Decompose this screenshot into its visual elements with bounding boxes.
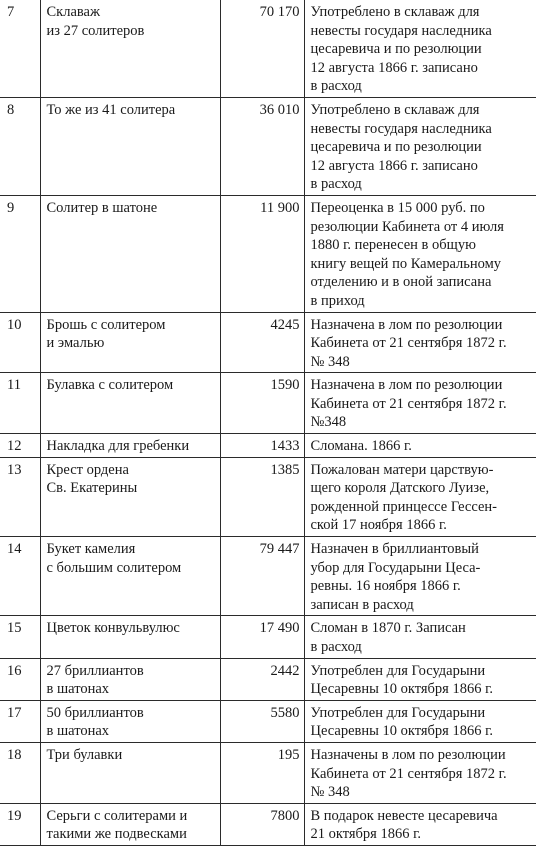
item-value: 5580 [220, 700, 304, 742]
disposition-note-line: Кабинета от 21 сентября 1872 г. [310, 765, 507, 782]
disposition-note [304, 742, 536, 803]
disposition-note-line: Употреблен для Государыни [310, 704, 486, 721]
item-description-line: с большим солитером [46, 559, 182, 576]
disposition-note [304, 457, 536, 536]
disposition-note-line: ской 17 ноября 1866 г. [310, 517, 447, 534]
disposition-note-line: цесаревича и по резолюции [310, 139, 482, 156]
item-value: 1385 [220, 457, 304, 536]
table-row [0, 373, 536, 434]
disposition-note-line: рожденной принцессе Гессен- [310, 498, 497, 515]
disposition-note-line: убор для Государыни Цеса- [310, 559, 481, 576]
disposition-note-line: 21 октября 1866 г. [310, 826, 422, 843]
disposition-note [304, 537, 536, 616]
item-description-line: 27 бриллиантов [46, 662, 144, 679]
row-number: 8 [0, 97, 40, 195]
item-value: 195 [220, 742, 304, 803]
disposition-note [304, 195, 536, 312]
disposition-note-line: невесты государя наследника [310, 120, 492, 137]
item-description [40, 0, 220, 97]
row-number: 12 [0, 434, 40, 458]
disposition-note-line: в расход [310, 176, 362, 193]
item-description-line: 50 бриллиантов [46, 704, 144, 721]
disposition-note-line: Назначен в бриллиантовый [310, 541, 479, 558]
disposition-note-line: Цесаревны 10 октября 1866 г. [310, 723, 494, 740]
row-number: 18 [0, 742, 40, 803]
item-value: 7800 [220, 803, 304, 845]
item-description [40, 658, 220, 700]
item-description-line: Серьги с солитерами и [46, 807, 188, 824]
disposition-note-line: записан в расход [310, 596, 414, 613]
disposition-note-line: Сломан в 1870 г. Записан [310, 620, 466, 637]
disposition-note-line: №348 [310, 414, 347, 431]
item-description-line: из 27 солитеров [46, 22, 145, 39]
table-row [0, 195, 536, 312]
item-description-line: Накладка для гребенки [46, 438, 190, 455]
item-description-line: такими же подвесками [46, 826, 187, 843]
table-row [0, 700, 536, 742]
disposition-note-line: Пожалован матери царствую- [310, 461, 494, 478]
row-number: 15 [0, 616, 40, 658]
table-row [0, 742, 536, 803]
item-description-line: Св. Екатерины [46, 480, 138, 497]
row-number: 14 [0, 537, 40, 616]
item-description [40, 312, 220, 373]
disposition-note-line: резолюции Кабинета от 4 июля [310, 218, 504, 235]
item-description [40, 616, 220, 658]
item-value: 11 900 [220, 195, 304, 312]
item-value: 1433 [220, 434, 304, 458]
row-number: 9 [0, 195, 40, 312]
item-value: 17 490 [220, 616, 304, 658]
disposition-note [304, 616, 536, 658]
item-value: 2442 [220, 658, 304, 700]
disposition-note [304, 434, 536, 458]
row-number: 7 [0, 0, 40, 97]
disposition-note-line: Назначены в лом по резолюции [310, 746, 506, 763]
table-row [0, 457, 536, 536]
item-description [40, 373, 220, 434]
item-value: 4245 [220, 312, 304, 373]
table-row [0, 434, 536, 458]
disposition-note-line: в расход [310, 78, 362, 95]
item-description-line: в шатонах [46, 723, 110, 740]
disposition-note-line: ревны. 16 ноября 1866 г. [310, 578, 461, 595]
table-row [0, 537, 536, 616]
disposition-note-line: цесаревича и по резолюции [310, 41, 482, 58]
disposition-note-line: Кабинета от 21 сентября 1872 г. [310, 395, 507, 412]
table-row [0, 312, 536, 373]
disposition-note-line: Назначена в лом по резолюции [310, 377, 503, 394]
disposition-note-line: 12 августа 1866 г. записано [310, 157, 478, 174]
disposition-note-line: в расход [310, 639, 362, 655]
disposition-note [304, 658, 536, 700]
item-description [40, 537, 220, 616]
row-number: 17 [0, 700, 40, 742]
row-number: 10 [0, 312, 40, 373]
row-number: 16 [0, 658, 40, 700]
item-description [40, 803, 220, 845]
disposition-note [304, 803, 536, 845]
disposition-note-line: Переоценка в 15 000 руб. по [310, 199, 485, 216]
disposition-note [304, 97, 536, 195]
disposition-note-line: № 348 [310, 784, 350, 801]
item-description-line: Солитер в шатоне [46, 199, 158, 216]
item-value: 70 170 [220, 0, 304, 97]
item-description-line: в шатонах [46, 681, 110, 698]
item-description-line: Цветок конвульвулюс [46, 620, 180, 637]
item-value: 79 447 [220, 537, 304, 616]
table-row [0, 658, 536, 700]
item-description-line: Булавка с солитером [46, 377, 174, 394]
row-number: 11 [0, 373, 40, 434]
item-description [40, 434, 220, 458]
disposition-note [304, 373, 536, 434]
disposition-note [304, 0, 536, 97]
disposition-note-line: № 348 [310, 353, 350, 370]
item-value: 1590 [220, 373, 304, 434]
row-number: 13 [0, 457, 40, 536]
disposition-note-line: В подарок невесте цесаревича [310, 807, 498, 824]
table-row [0, 0, 536, 97]
item-description-line: Крест ордена [46, 461, 129, 478]
disposition-note-line: Назначена в лом по резолюции [310, 316, 503, 333]
disposition-note-line: Употреблен для Государыни [310, 662, 486, 679]
row-number: 19 [0, 803, 40, 845]
item-description [40, 457, 220, 536]
disposition-note-line: в приход [310, 292, 365, 309]
disposition-note-line: книгу вещей по Камеральному [310, 255, 502, 272]
disposition-note-line: отделению и в оной записана [310, 274, 492, 291]
item-description-line: То же из 41 солитера [46, 101, 176, 118]
table-row [0, 616, 536, 658]
disposition-note-line: 1880 г. перенесен в общую [310, 237, 476, 254]
item-description-line: Брошь с солитером [46, 316, 166, 333]
item-description-line: Склаваж [46, 4, 100, 20]
disposition-note-line: Сломана. 1866 г. [310, 438, 412, 455]
item-description [40, 195, 220, 312]
item-description-line: Три булавки [46, 746, 123, 763]
item-description [40, 97, 220, 195]
table-row [0, 803, 536, 845]
item-value: 36 010 [220, 97, 304, 195]
disposition-note [304, 700, 536, 742]
item-description-line: Букет камелия [46, 541, 136, 558]
disposition-note-line: невесты государя наследника [310, 22, 492, 39]
disposition-note-line: Кабинета от 21 сентября 1872 г. [310, 335, 507, 352]
disposition-note [304, 312, 536, 373]
disposition-note-line: 12 августа 1866 г. записано [310, 59, 478, 76]
disposition-note-line: щего короля Датского Луизе, [310, 480, 490, 497]
disposition-note-line: Употреблено в склаваж для [310, 101, 480, 118]
disposition-note-line: Цесаревны 10 октября 1866 г. [310, 681, 494, 698]
item-description [40, 700, 220, 742]
item-description [40, 742, 220, 803]
disposition-note-line: Употреблено в склаваж для [310, 4, 480, 20]
item-description-line: и эмалью [46, 335, 105, 352]
table-row [0, 97, 536, 195]
